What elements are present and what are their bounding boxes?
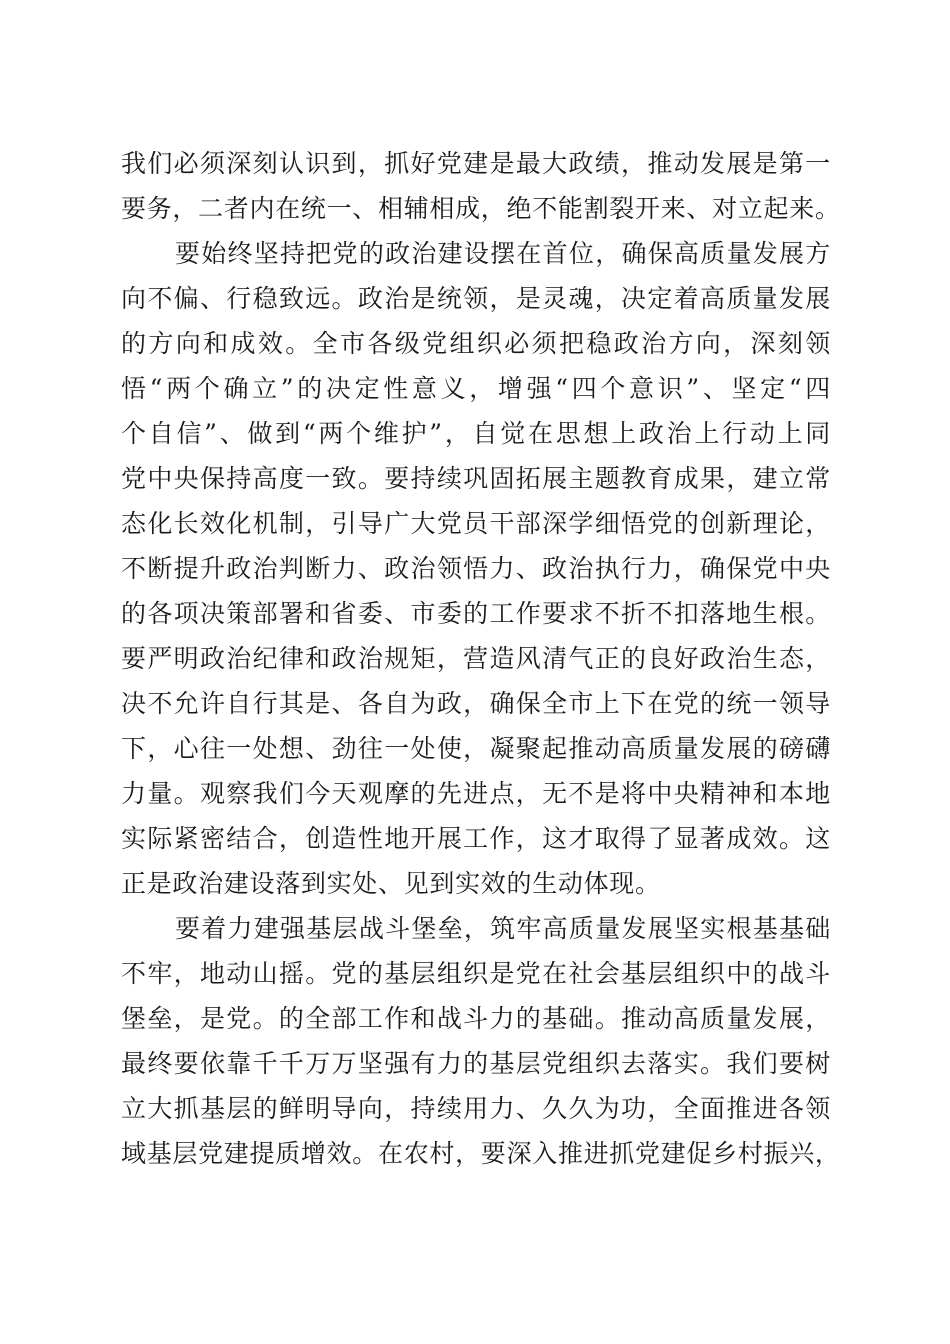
text-line: 要严明政治纪律和政治规矩，营造风清气正的良好政治生态， <box>121 644 831 673</box>
text-line: 力量。观察我们今天观摩的先进点，无不是将中央精神和本地 <box>121 779 831 808</box>
text-line: 党中央保持高度一致。要持续巩固拓展主题教育成果，建立常 <box>121 464 831 493</box>
text-line: 态化长效化机制，引导广大党员干部深学细悟党的创新理论， <box>121 509 831 538</box>
text-line: 域基层党建提质增效。在农村，要深入推进抓党建促乡村振兴， <box>121 1139 841 1168</box>
text-line: 堡垒，是党。的全部工作和战斗力的基础。推动高质量发展， <box>121 1004 831 1033</box>
text-line: 的各项决策部署和省委、市委的工作要求不折不扣落地生根。 <box>121 599 831 628</box>
text-line: 决不允许自行其是、各自为政，确保全市上下在党的统一领导 <box>121 689 831 718</box>
text-line: 要着力建强基层战斗堡垒，筑牢高质量发展坚实根基基础 <box>175 914 831 943</box>
text-line: 要始终坚持把党的政治建设摆在首位，确保高质量发展方 <box>175 239 831 268</box>
text-line: 要务，二者内在统一、相辅相成，绝不能割裂开来、对立起来。 <box>121 194 841 223</box>
text-line: 不牢，地动山摇。党的基层组织是党在社会基层组织中的战斗 <box>121 959 831 988</box>
text-line: 正是政治建设落到实处、见到实效的生动体现。 <box>121 869 661 898</box>
body-text <box>121 141 841 1176</box>
text-line: 立大抓基层的鲜明导向，持续用力、久久为功，全面推进各领 <box>121 1094 831 1123</box>
text-line: 不断提升政治判断力、政治领悟力、政治执行力，确保党中央 <box>121 554 831 583</box>
text-line: 实际紧密结合，创造性地开展工作，这才取得了显著成效。这 <box>121 824 831 853</box>
text-line: 的方向和成效。全市各级党组织必须把稳政治方向，深刻领 <box>121 329 831 358</box>
text-line: 个自信”、做到“两个维护”，自觉在思想上政治上行动上同 <box>121 419 831 448</box>
text-line: 向不偏、行稳致远。政治是统领，是灵魂，决定着高质量发展 <box>121 284 831 313</box>
text-line: 下，心往一处想、劲往一处使，凝聚起推动高质量发展的磅礴 <box>121 734 831 763</box>
text-line: 我们必须深刻认识到，抓好党建是最大政绩，推动发展是第一 <box>121 149 831 178</box>
text-line: 悟“两个确立”的决定性意义，增强“四个意识”、坚定“四 <box>121 374 831 403</box>
text-line: 最终要依靠千千万万坚强有力的基层党组织去落实。我们要树 <box>121 1049 831 1078</box>
